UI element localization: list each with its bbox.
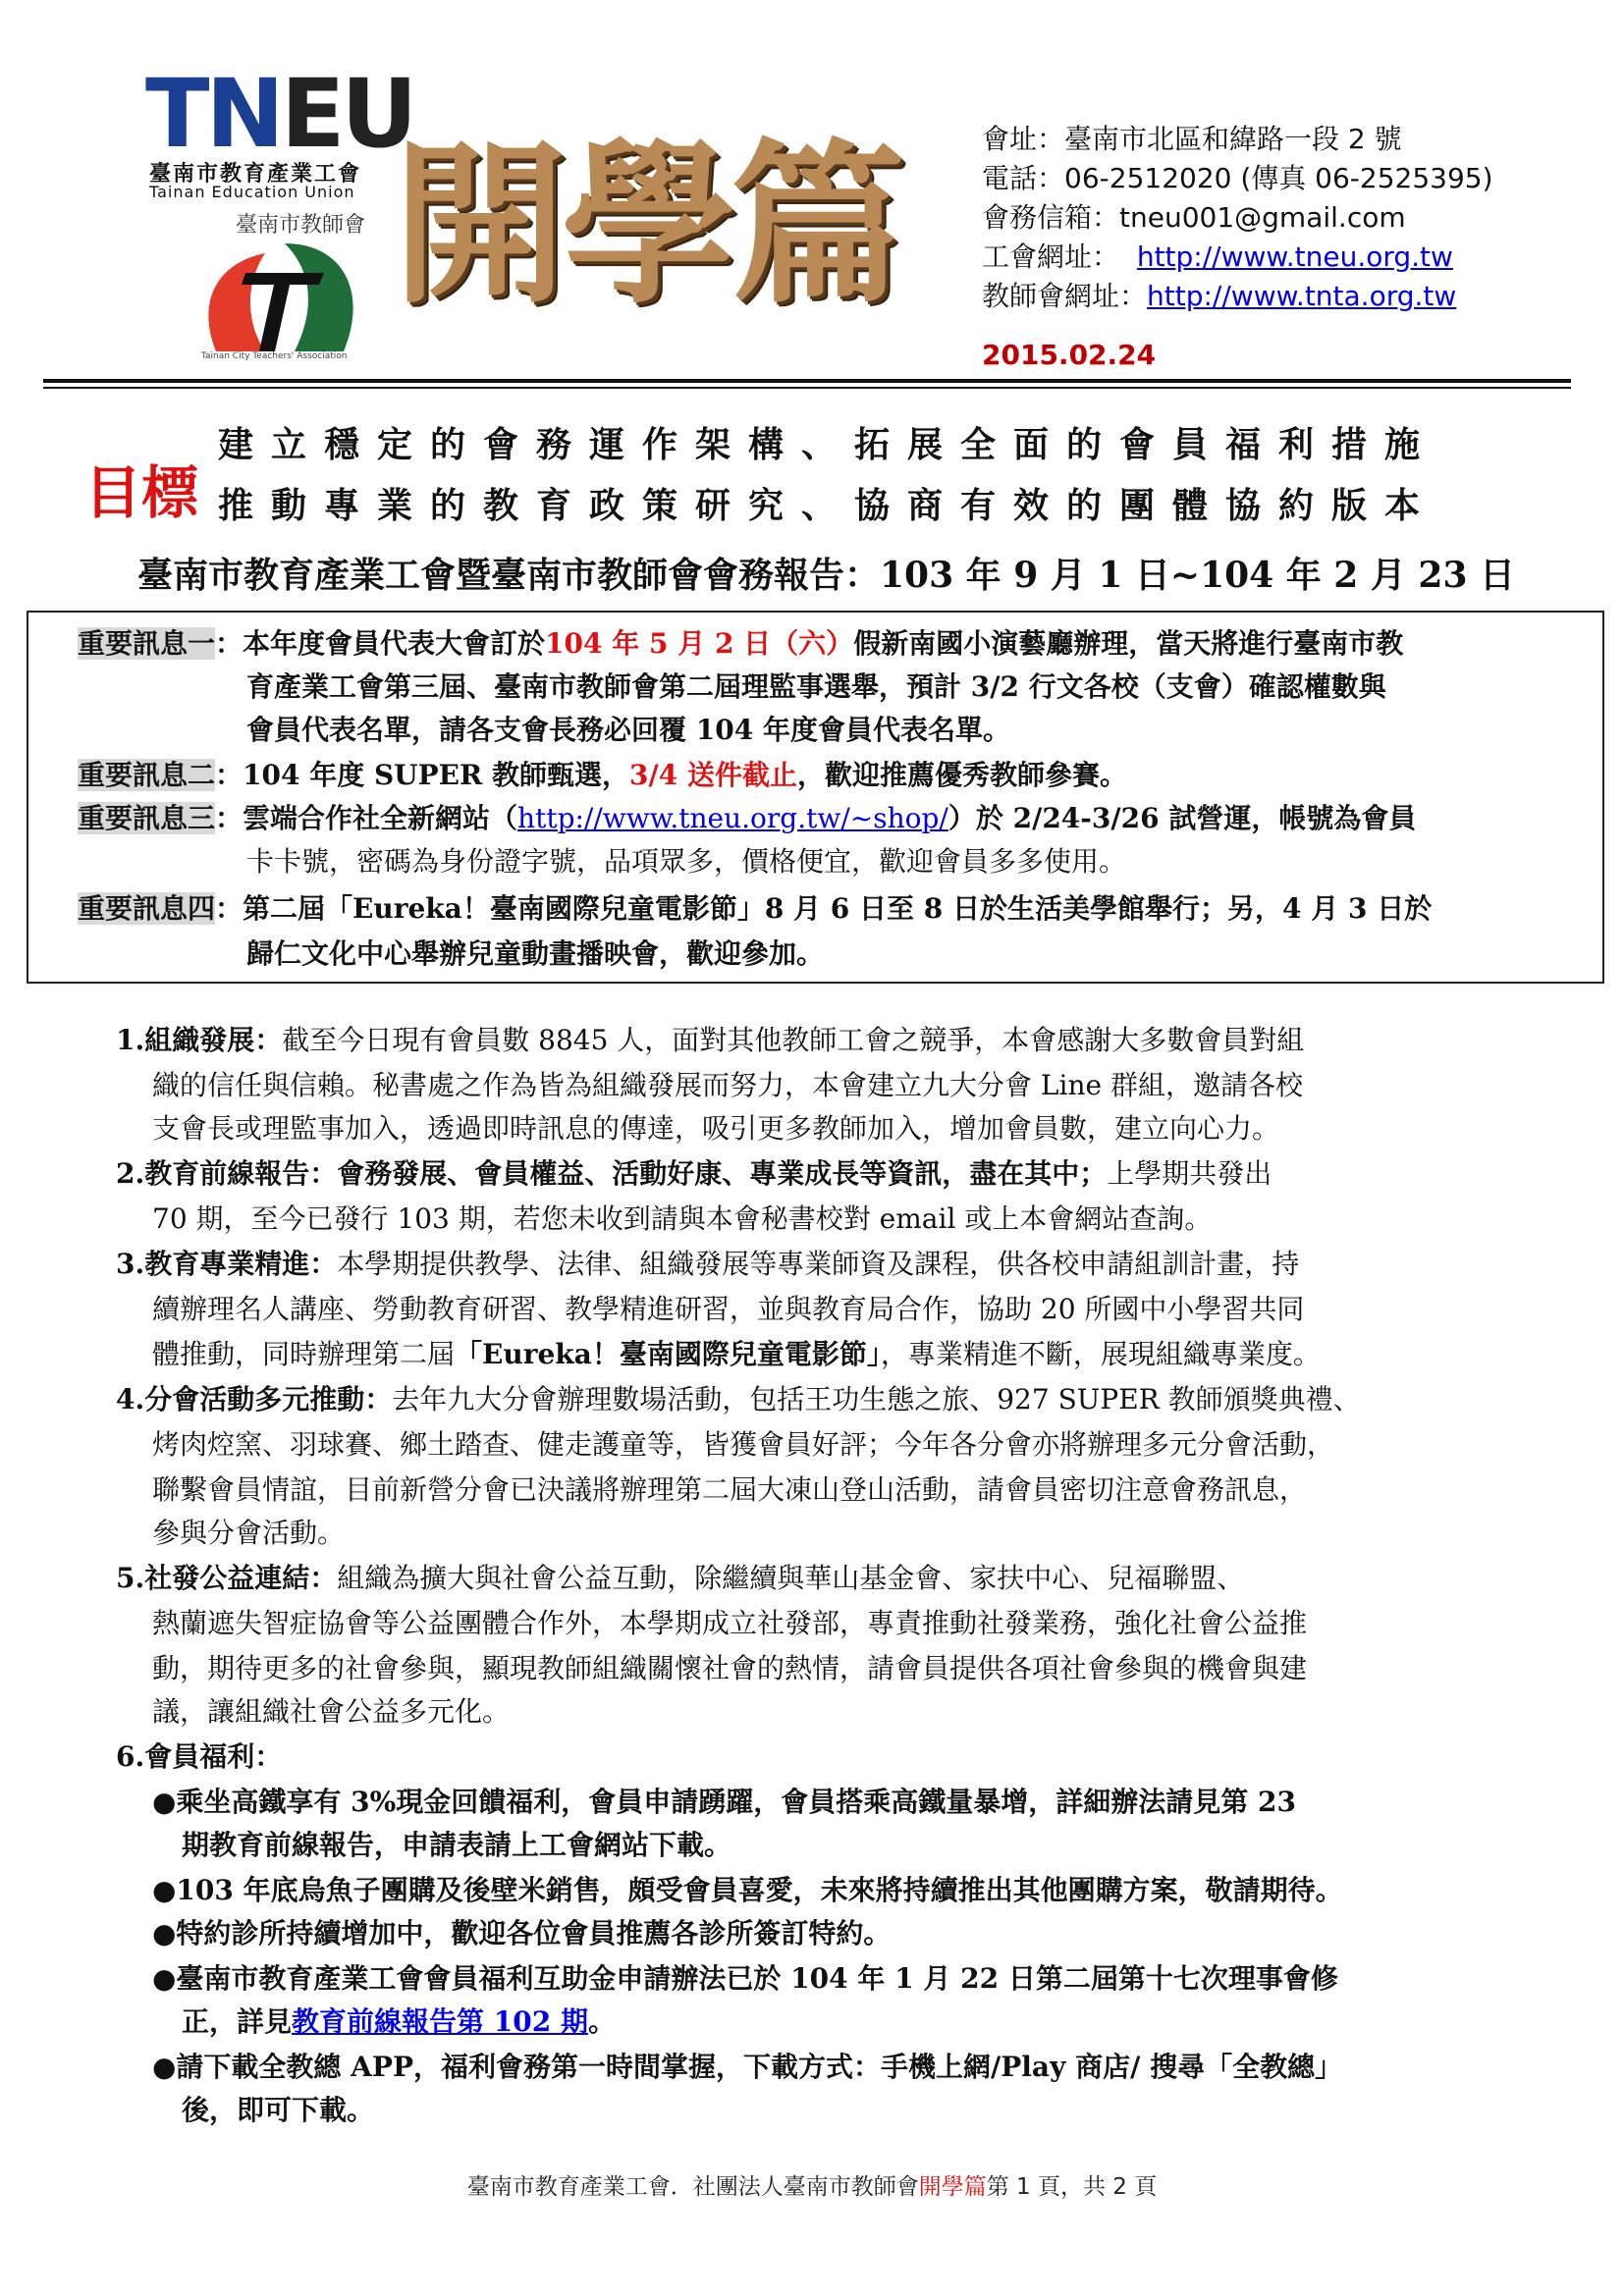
- contact-union-site: 工會網址： http://www.tneu.org.tw: [982, 240, 1453, 273]
- logo-eu-text: EU: [280, 59, 414, 169]
- welfare-4-line-1: ●臺南市教育產業工會會員福利互助金申請辦法已於 104 年 1 月 22 日第二屆第十七次理事會修: [152, 1962, 1338, 1995]
- section-4-line-3: 聯繫會員情誼，目前新營分會已決議將辦理第二屆大凍山登山活動，請會員密切注意會務訊息，: [152, 1473, 1308, 1506]
- goal-line-1: 建立穩定的會務運作架構、拓展全面的會員福利措施: [218, 424, 1438, 465]
- goals-label: 目標: [84, 459, 199, 526]
- section-5-title: 5.社發公益連結：: [116, 1562, 338, 1594]
- section-4-line-2: 烤肉焢窯、羽球賽、鄉土踏查、健走護童等，皆獲會員好評；今年各分會亦將辦理多元分會活動，: [152, 1428, 1335, 1461]
- section-2-line-2: 70 期，至今已發行 103 期，若您未收到請與本會秘書校對 email 或上本會網站查詢。: [152, 1202, 1213, 1235]
- welfare-3: ●特約診所持續增加中，歡迎各位會員推薦各診所簽訂特約。: [152, 1917, 892, 1949]
- message-2: 重要訊息二：104 年度 SUPER 教師甄選，3/4 送件截止，歡迎推薦優秀教師參賽。: [78, 759, 1127, 791]
- message-label: 重要訊息二: [78, 759, 216, 791]
- header-divider-thin: [43, 387, 1571, 389]
- welfare-1-line-1: ●乘坐高鐵享有 3%現金回饋福利，會員申請踴躍，會員搭乘高鐵量暴增，詳細辦法請見第 23: [152, 1786, 1296, 1818]
- goal-line-2: 推動專業的教育政策研究、協商有效的團體協約版本: [218, 485, 1438, 526]
- section-1-line-1: 1.組織發展：截至今日現有會員數 8845 人，面對其他教師工會之競爭，本會感謝大多數會員對組: [116, 1024, 1305, 1056]
- section-1-title: 1.組織發展：: [116, 1024, 283, 1056]
- message-4: 重要訊息四：第二屆「Eureka！臺南國際兒童電影節」8 月 6 日至 8 日於生活美學館舉行；另，4 月 3 日於: [78, 892, 1433, 925]
- section-3-line-1: 3.教育專業精進：本學期提供教學、法律、組織發展等專業師資及課程，供各校申請組訓計畫，持: [116, 1248, 1300, 1280]
- section-3-line-3: 體推動，同時辦理第二屆「Eureka！臺南國際兒童電影節」，專業精進不斷，展現組織專業度。: [152, 1338, 1321, 1370]
- section-2-title: 2.教育前線報告：會務發展、會員權益、活動好康、專業成長等資訊，盡在其中；: [116, 1157, 1108, 1190]
- section-5-line-2: 熱蘭遮失智症協會等公益團體合作外，本學期成立社發部，專責推動社發業務，強化社會公益推: [152, 1607, 1308, 1639]
- tnta-logo-text: 臺南市教師會: [236, 213, 366, 238]
- tnta-english: Tainan City Teachers' Association: [201, 351, 348, 361]
- contact-block: [982, 120, 1493, 316]
- contact-email: 會務信箱：tneu001@gmail.com: [982, 201, 1406, 234]
- message-label: 重要訊息四: [78, 892, 216, 925]
- tnta-logo-icon: [177, 204, 373, 361]
- message-1-line-2: 育產業工會第三屆、臺南市教師會第二屆理監事選舉，預計 3/2 行文各校（支會）確認權數與: [246, 670, 1386, 703]
- tneu-logo: [145, 59, 414, 169]
- section-1-line-2: 織的信任與信賴。秘書處之作為皆為組織發展而努力，本會建立九大分會 Line 群組，邀請各校: [152, 1069, 1303, 1101]
- logo-tn-text: TN: [145, 59, 281, 169]
- issue-date: 2015.02.24: [982, 339, 1157, 371]
- section-1-line-3: 支會長或理監事加入，透過即時訊息的傳達，吸引更多教師加入，增加會員數，建立向心力。: [152, 1112, 1280, 1145]
- section-4-line-1: 4.分會活動多元推動：去年九大分會辦理數場活動，包括王功生態之旅、927 SUPER 教師頒獎典禮、: [116, 1383, 1361, 1415]
- contact-phone: 電話：06-2512020 (傳真 06-2525395): [982, 162, 1493, 194]
- section-4-line-4: 參與分會活動。: [152, 1517, 346, 1549]
- section-5-line-3: 動，期待更多的社會參與，顯現教師組織關懷社會的熱情，請會員提供各項社會參與的機會與建: [152, 1652, 1308, 1684]
- contact-association-site: 教師會網址：http://www.tnta.org.tw: [982, 280, 1457, 312]
- logo-union-english: Tainan Education Union: [149, 183, 355, 201]
- report-102-link[interactable]: 教育前線報告第 102 期: [292, 2005, 588, 2038]
- important-messages-box: [27, 611, 1604, 984]
- section-3-title: 3.教育專業精進：: [116, 1248, 338, 1280]
- section-2-line-1: 2.教育前線報告：會務發展、會員權益、活動好康、專業成長等資訊，盡在其中；上學期共發出: [116, 1157, 1272, 1190]
- message-3: 重要訊息三：雲端合作社全新網站（http://www.tneu.org.tw/~shop/）於 2/24-3/26 試營運，帳號為會員: [78, 802, 1417, 834]
- section-5-line-4: 議，讓組織社會公益多元化。: [152, 1695, 511, 1728]
- welfare-2: ●103 年底烏魚子團購及後壁米銷售，頗受會員喜愛，未來將持續推出其他團購方案，敬請期待。: [152, 1874, 1343, 1906]
- welfare-4-line-2: 正，詳見教育前線報告第 102 期。: [182, 2005, 616, 2038]
- welfare-5-line-1: ●請下載全教總 APP，福利會務第一時間掌握，下載方式：手機上網/Play 商店/ 搜尋「全教總」: [152, 2051, 1343, 2083]
- page-footer: 臺南市教育產業工會．社團法人臺南市教師會開學篇第 1 頁，共 2 頁: [466, 2174, 1158, 2200]
- welfare-1-line-2: 期教育前線報告，申請表請上工會網站下載。: [182, 1829, 732, 1861]
- message-3-line-2: 卡卡號，密碼為身份證字號，品項眾多，價格便宜，歡迎會員多多使用。: [246, 845, 1127, 878]
- contact-address: 會址：臺南市北區和緯路一段 2 號: [982, 123, 1402, 155]
- section-6-title: 6.會員福利：: [116, 1740, 283, 1773]
- section-3-line-2: 續辦理名人講座、勞動教育研習、教學精進研習，並與教育局合作，協助 20 所國中小學習共同: [152, 1293, 1305, 1325]
- section-5-line-1: 5.社發公益連結：組織為擴大與社會公益互動，除繼續與華山基金會、家扶中心、兒福聯盟、: [116, 1562, 1245, 1594]
- report-heading: 臺南市教育產業工會暨臺南市教師會會務報告：103 年 9 月 1 日~104 年 2 月 23 日: [137, 555, 1516, 596]
- page-title: 開學篇: [393, 122, 899, 327]
- message-1: 重要訊息一：本年度會員代表大會訂於104 年 5 月 2 日（六）假新南國小演藝廳辦理，當天將進行臺南市教: [78, 627, 1404, 660]
- shop-site-link[interactable]: http://www.tneu.org.tw/~shop/: [517, 802, 948, 834]
- header-divider: [43, 379, 1571, 383]
- welfare-5-line-2: 後，即可下載。: [182, 2094, 375, 2126]
- section-4-title: 4.分會活動多元推動：: [116, 1383, 393, 1415]
- message-4-line-2: 歸仁文化中心舉辦兒童動畫播映會，歡迎參加。: [246, 937, 825, 970]
- association-site-link[interactable]: http://www.tnta.org.tw: [1147, 280, 1457, 312]
- logo-union-name: 臺南市教育產業工會: [149, 162, 362, 187]
- message-label: 重要訊息一: [78, 627, 216, 660]
- union-site-link[interactable]: http://www.tneu.org.tw: [1136, 240, 1453, 273]
- message-label: 重要訊息三: [78, 802, 216, 834]
- message-1-line-3: 會員代表名單，請各支會長務必回覆 104 年度會員代表名單。: [246, 714, 1010, 746]
